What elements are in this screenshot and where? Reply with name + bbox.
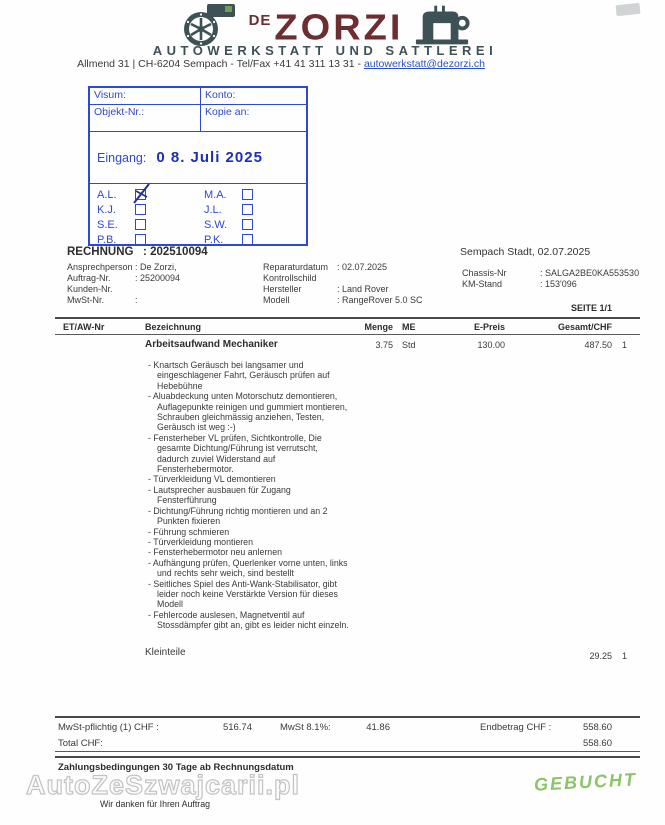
line-item-position: 1 bbox=[622, 340, 628, 350]
line-item-e-preis: 130.00 bbox=[477, 340, 505, 350]
initials-checkbox-grid bbox=[90, 184, 306, 247]
hersteller-value: : Land Rover bbox=[337, 284, 389, 294]
initials-row bbox=[97, 232, 299, 247]
eingang-date-stamp: 0 8. Juli 2025 bbox=[156, 149, 263, 166]
initials-kj-label: K.J. bbox=[97, 203, 116, 216]
table-header-rule bbox=[55, 334, 640, 335]
initials-se-label: S.E. bbox=[97, 218, 118, 231]
mwst-amount-value: 41.86 bbox=[366, 722, 390, 733]
ansprechperson-label: Ansprechperson bbox=[67, 262, 133, 272]
totals-top-rule bbox=[55, 716, 640, 718]
invoice-title-label: RECHNUNG bbox=[67, 246, 134, 258]
mwst-base-label: MwSt-pflichtig (1) CHF : bbox=[58, 722, 159, 733]
invoice-number: : 202510094 bbox=[143, 246, 208, 258]
initials-row bbox=[97, 187, 299, 202]
column-header-bezeichnung: Bezeichnung bbox=[145, 322, 202, 332]
totals-bottom-rule-thin bbox=[55, 751, 640, 752]
eingang-label: Eingang: bbox=[97, 150, 147, 165]
pen-check-mark bbox=[132, 181, 154, 205]
company-subtitle: AUTOWERKSTATT UND SATTLEREI bbox=[152, 43, 498, 58]
logo-zorzi-text: ZORZI bbox=[274, 7, 404, 48]
ansprechperson-value: : De Zorzi, bbox=[135, 262, 177, 272]
checkbox-pb bbox=[135, 234, 146, 245]
work-description-item: - Fehlercode auslesen, Magnetventil auf Stossdämpfer gibt an, gibt es leider nicht einzeln. bbox=[148, 610, 350, 631]
work-description-item: - Seitliches Spiel des Anti-Wank-Stabilisator, gibt leider noch keine Verstärkte Version für dieses Modell bbox=[148, 579, 350, 610]
email-link[interactable]: autowerkstatt@dezorzi.ch bbox=[363, 58, 485, 70]
initials-ma-label: M.A. bbox=[204, 188, 227, 201]
work-description-item: - Aufhängung prüfen, Querlenker vorne unten, links und rechts sehr weich, sind bestellt bbox=[148, 558, 350, 579]
page-indicator: SEITE 1/1 bbox=[570, 303, 612, 313]
work-description-item: - Türverkleidung VL demontieren bbox=[148, 474, 350, 484]
initials-row bbox=[97, 202, 299, 217]
visum-label: Visum: bbox=[94, 89, 126, 101]
company-address-line bbox=[0, 58, 562, 70]
km-stand-label: KM-Stand bbox=[462, 279, 503, 289]
invoice-title bbox=[67, 246, 208, 258]
checkbox-pk bbox=[242, 234, 253, 245]
total-value: 558.60 bbox=[582, 738, 612, 749]
line-item-name: Arbeitsaufwand Mechaniker bbox=[145, 339, 278, 350]
objekt-nr-label: Objekt-Nr.: bbox=[94, 106, 145, 118]
payment-terms: Zahlungsbedingungen 30 Tage ab Rechnungsdatum bbox=[58, 762, 294, 773]
address-text: Allmend 31 | CH-6204 Sempach - Tel/Fax +41 41 311 13 31 - bbox=[77, 58, 364, 70]
initials-al-label: A.L. bbox=[97, 188, 117, 201]
watermark-text: AutoZeSzwajcarii.pl bbox=[26, 770, 301, 800]
checkbox-sw bbox=[242, 219, 253, 230]
chassis-nr-value: : SALGA2BE0KA553530 bbox=[540, 268, 640, 278]
modell-value: : RangeRover 5.0 SC bbox=[337, 295, 423, 305]
initials-pk-label: P.K. bbox=[204, 233, 224, 246]
incoming-mail-stamp-box bbox=[88, 86, 308, 246]
gebucht-stamp: GEBUCHT bbox=[533, 769, 638, 795]
km-stand-value: : 153'096 bbox=[540, 279, 577, 289]
column-header-etaw-nr: ET/AW-Nr bbox=[63, 322, 105, 332]
work-description-item: - Lautsprecher ausbauen für Zugang Fensterführung bbox=[148, 485, 350, 506]
work-description-item: - Fensterheber VL prüfen, Sichtkontrolle, Die gesamte Dichtung/Führung ist verrutscht, dadurch zuviel Widerstand auf Fensterhebermotor. bbox=[148, 433, 350, 475]
totals-bottom-rule-thick bbox=[55, 756, 640, 758]
checkbox-jl bbox=[242, 204, 253, 215]
endbetrag-label: Endbetrag CHF : bbox=[480, 722, 552, 733]
line-item-me: Std bbox=[402, 340, 416, 350]
endbetrag-value: 558.60 bbox=[582, 722, 612, 733]
thank-you-note: Wir danken für Ihren Auftrag bbox=[100, 799, 211, 809]
initials-pb-label: P.B. bbox=[97, 233, 117, 246]
konto-label: Konto: bbox=[200, 88, 306, 104]
logo-wordmark bbox=[248, 7, 404, 48]
checkbox-kj bbox=[135, 204, 146, 215]
work-description-item: - Türverkleidung montieren bbox=[148, 537, 350, 547]
kopie-an-label: Kopie an: bbox=[200, 105, 306, 131]
place-and-date: Sempach Stadt, 02.07.2025 bbox=[460, 246, 591, 258]
stamp-row-objekt-kopie bbox=[90, 105, 306, 132]
kunden-nr-label: Kunden-Nr. bbox=[67, 284, 113, 294]
mwst-nr-value: : bbox=[135, 295, 138, 305]
column-header-menge: Menge bbox=[364, 322, 393, 332]
column-header-e-preis: E-Preis bbox=[473, 322, 505, 332]
line-item-name-kleinteile: Kleinteile bbox=[145, 647, 186, 658]
column-header-me: ME bbox=[402, 322, 416, 332]
modell-label: Modell bbox=[263, 295, 290, 305]
mwst-base-value: 516.74 bbox=[222, 722, 252, 733]
initials-row bbox=[97, 217, 299, 232]
auftrag-nr-value: : 25200094 bbox=[135, 273, 181, 283]
work-description-item: - Dichtung/Führung richtig montieren und an 2 Punkten fixieren bbox=[148, 506, 350, 527]
checkbox-se bbox=[135, 219, 146, 230]
reparaturdatum-label: Reparaturdatum bbox=[263, 262, 329, 272]
scan-artifact bbox=[615, 3, 640, 16]
initials-sw-label: S.W. bbox=[204, 218, 228, 231]
table-top-rule bbox=[55, 317, 640, 319]
kleinteile-gesamt: 29.25 bbox=[589, 651, 612, 661]
stamp-row-visum-konto bbox=[90, 88, 306, 105]
reparaturdatum-value: : 02.07.2025 bbox=[337, 262, 388, 272]
work-description-item: - Führung schmieren bbox=[148, 527, 350, 537]
kleinteile-position: 1 bbox=[622, 651, 628, 661]
kontrollschild-label: Kontrollschild bbox=[263, 273, 317, 283]
logo-de-text: DE bbox=[248, 11, 272, 29]
work-description-item: - Fensterhebermotor neu anlernen bbox=[148, 547, 350, 557]
eingang-row bbox=[90, 132, 306, 184]
chassis-nr-label: Chassis-Nr bbox=[462, 268, 507, 278]
checkbox-al bbox=[135, 189, 146, 200]
mwst-nr-label: MwSt-Nr. bbox=[67, 295, 104, 305]
hersteller-label: Hersteller bbox=[263, 284, 302, 294]
line-item-gesamt: 487.50 bbox=[584, 340, 612, 350]
initials-jl-label: J.L. bbox=[204, 203, 222, 216]
work-description-item: - Aluabdeckung unten Motorschutz demontieren, Auflagepunkte reinigen und gummiert montieren, Schrauben gleichmässig anziehen, Testen, Geräusch ist weg :-) bbox=[148, 391, 350, 433]
column-header-gesamt-chf: Gesamt/CHF bbox=[557, 322, 612, 332]
total-label: Total CHF: bbox=[58, 738, 103, 749]
auftrag-nr-label: Auftrag-Nr. bbox=[67, 273, 111, 283]
work-description-item: - Knartsch Geräusch bei langsamer und eingeschlagener Fahrt, Geräusch prüfen auf Hebebühne bbox=[148, 360, 350, 391]
mwst-rate-label: MwSt 8.1%: bbox=[280, 722, 331, 733]
line-item-menge: 3.75 bbox=[375, 340, 393, 350]
work-description-list bbox=[148, 360, 350, 631]
checkbox-ma bbox=[242, 189, 253, 200]
